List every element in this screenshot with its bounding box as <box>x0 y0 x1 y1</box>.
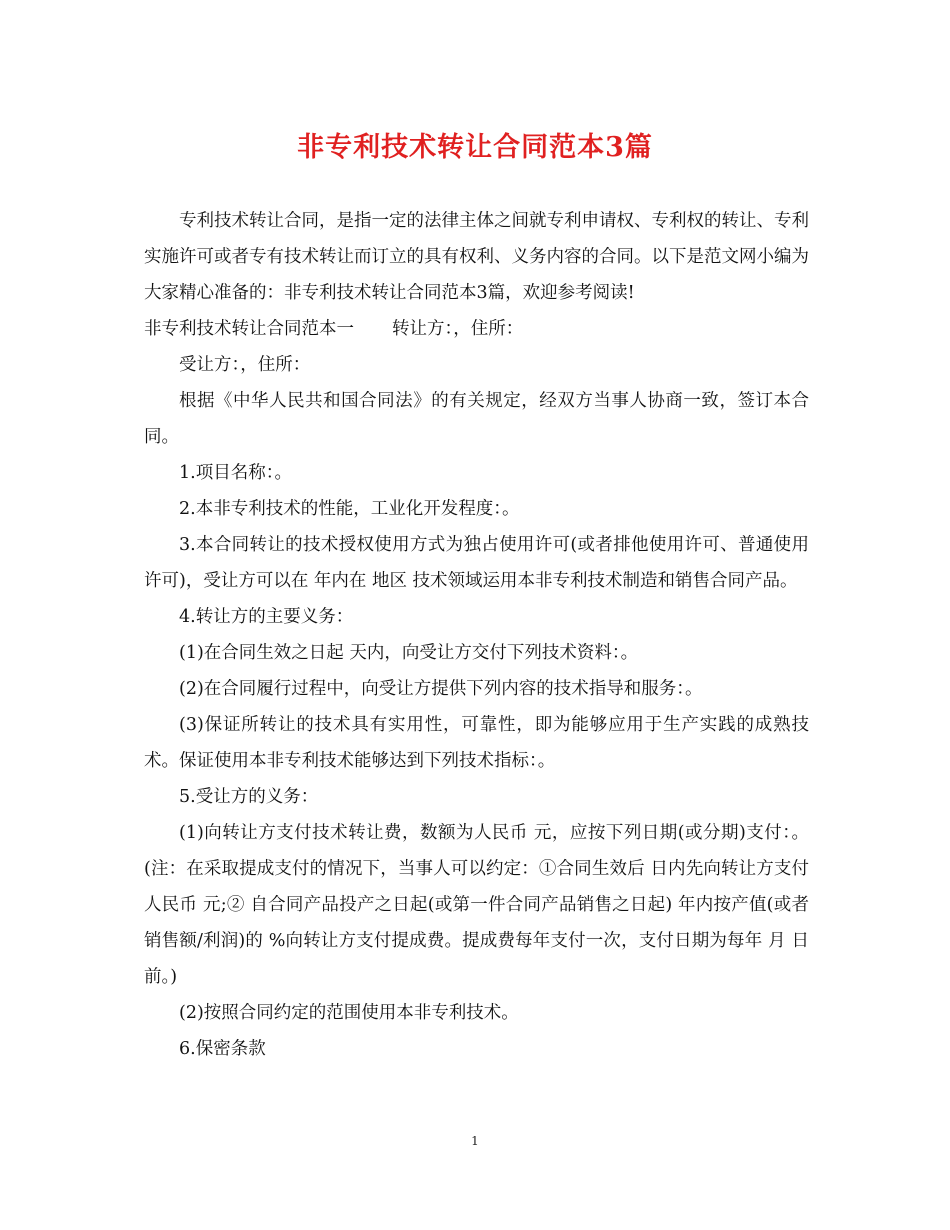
clause-project-name: 1.项目名称：。 <box>179 463 292 483</box>
clause-transferee-obligations: 5.受让方的义务： <box>179 787 319 807</box>
clause-transferor-obligations: 4.转让方的主要义务： <box>179 607 354 627</box>
clause-license-scope: 3.本合同转让的技术授权使用方式为独占使用许可(或者排他使用许可、普通使用许可)，受让方可以在 年内在 地区 技术领域运用本非专利技术制造和销售合同产品。 <box>144 535 809 591</box>
subclause-technical-support: (2)在合同履行过程中，向受让方提供下列内容的技术指导和服务：。 <box>179 679 703 699</box>
subclause-reliability-guarantee: (3)保证所转让的技术具有实用性，可靠性，即为能够应用于生产实践的成熟技术。保证使用本非专利技术能够达到下列技术指标：。 <box>144 715 809 771</box>
subclause-deliver-materials: (1)在合同生效之日起 天内，向受让方交付下列技术资料：。 <box>179 643 639 663</box>
document-body <box>144 203 809 1067</box>
document-title: 非专利技术转让合同范本3篇 <box>297 132 653 163</box>
transferor-line: 转让方：，住所： <box>392 319 524 339</box>
section-heading: 非专利技术转让合同范本一 <box>144 319 354 339</box>
subclause-usage-scope: (2)按照合同约定的范围使用本非专利技术。 <box>179 1003 519 1023</box>
section-heading-line <box>144 311 809 347</box>
intro-paragraph: 专利技术转让合同，是指一定的法律主体之间就专利申请权、专利权的转让、专利实施许可或者专有技术转让而订立的具有权利、义务内容的合同。以下是范文网小编为大家精心准备的：非专利技术转让合同范本3篇，欢迎参考阅读! <box>144 211 809 303</box>
page-number: 1 <box>471 1134 479 1148</box>
clause-performance: 2.本非专利技术的性能，工业化开发程度：。 <box>179 499 520 519</box>
transferee-line: 受让方：，住所： <box>179 355 311 375</box>
contract-basis-paragraph: 根据《中华人民共和国合同法》的有关规定，经双方当事人协商一致，签订本合同。 <box>144 391 809 447</box>
clause-confidentiality: 6.保密条款 <box>179 1039 266 1059</box>
subclause-payment: (1)向转让方支付技术转让费，数额为人民币 元，应按下列日期(或分期)支付：。(注：在采取提成支付的情况下，当事人可以约定：①合同生效后 日内先向转让方支付人民币 元;② 自合同产品投产之日起(或第一件合同产品销售之日起) 年内按产值(或者销售额/利润)的 %向转让方支付提成费。提成费每年支付一次，支付日期为每年 月 日前。) <box>144 823 809 987</box>
